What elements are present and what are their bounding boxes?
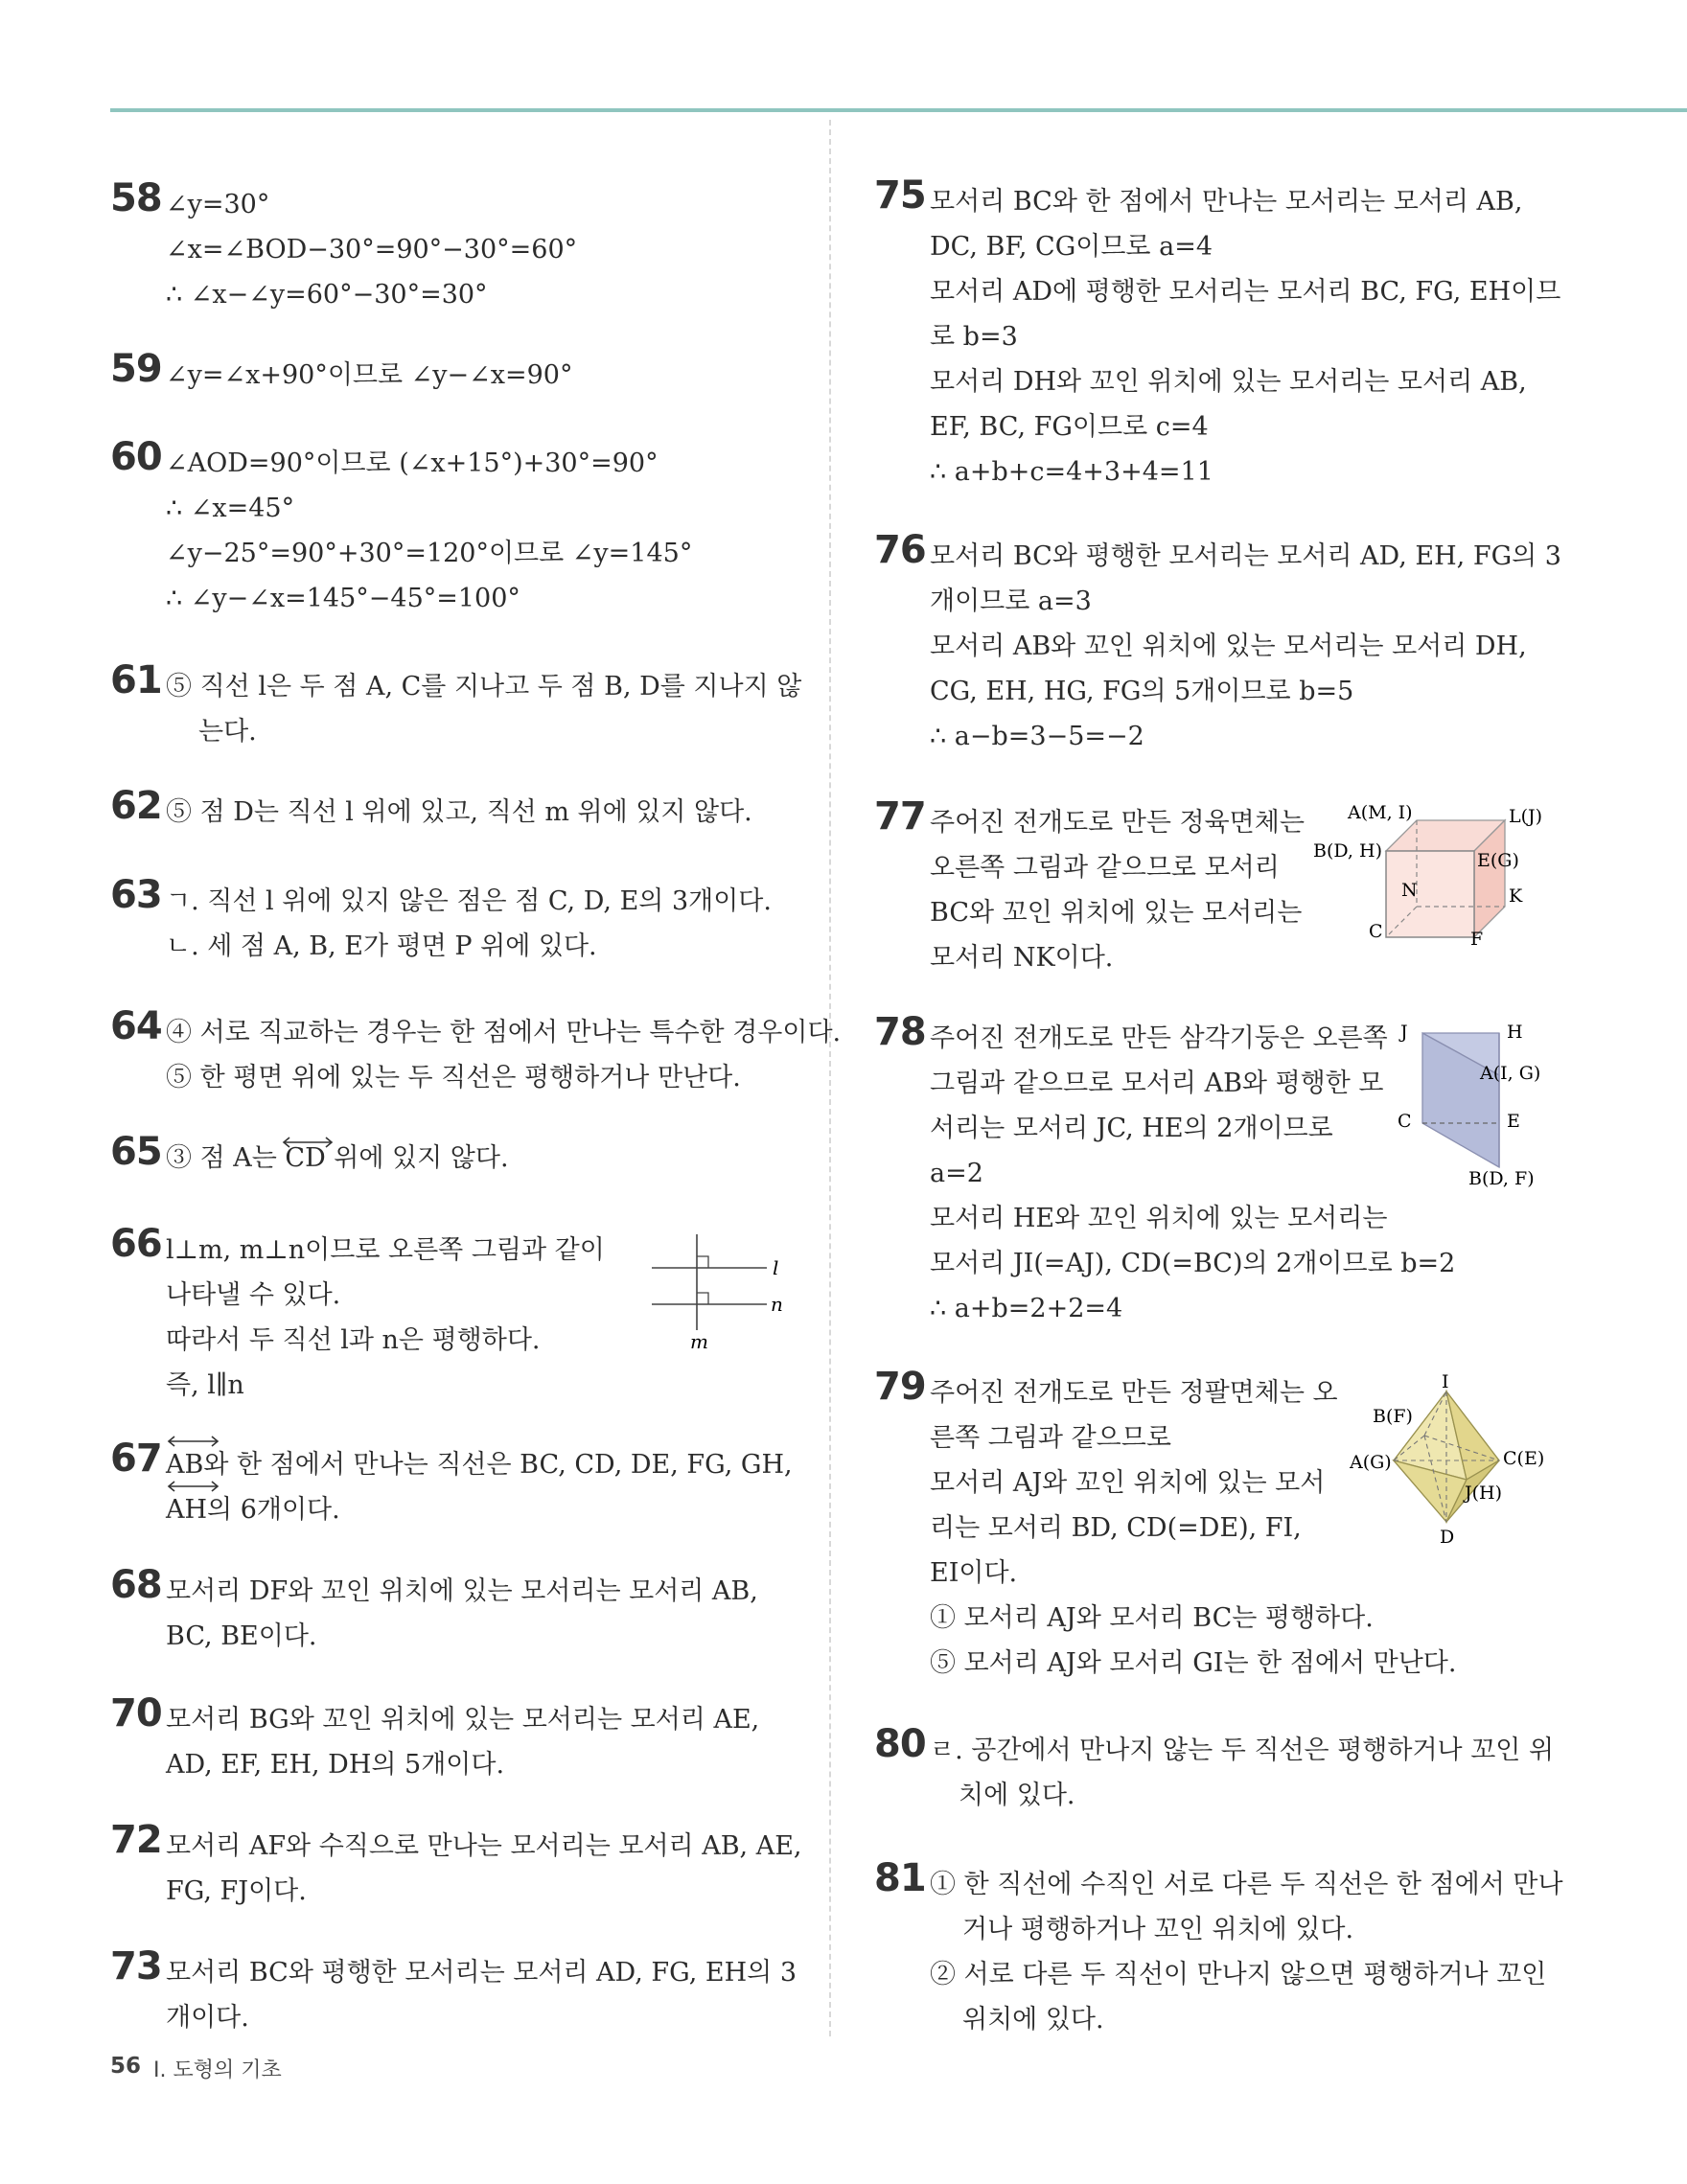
solution-line: 그림과 같으므로 모서리 AB와 평행한 모: [930, 1069, 1384, 1098]
vertex-label: E(G): [1477, 850, 1519, 871]
solution-line: 모서리 BC와 한 점에서 만나는 모서리는 모서리 AB,: [930, 187, 1523, 217]
problem-number: 65: [110, 1130, 162, 1174]
solution-line: ∴ ∠x−∠y=60°−30°=30°: [166, 280, 488, 310]
problem-number: 70: [110, 1691, 162, 1736]
solution-line: 모서리 DH와 꼬인 위치에 있는 모서리는 모서리 AB,: [930, 367, 1527, 397]
vertex-label: F: [1470, 929, 1484, 950]
problem-number: 67: [110, 1437, 162, 1481]
problem-number: 80: [874, 1722, 926, 1766]
vertex-label: L(J): [1509, 806, 1543, 827]
solution-line: 즉, l∥n: [166, 1370, 244, 1400]
solution-line: ③ 점 A는 CD 위에 있지 않다.: [166, 1143, 509, 1173]
solution-line: ② 서로 다른 두 직선이 만나지 않으면 평행하거나 꼬인: [930, 1960, 1547, 1989]
line-overarrow-icon: [281, 1136, 335, 1149]
vertex-label: D: [1440, 1527, 1455, 1548]
vertex-label: I: [1442, 1372, 1449, 1392]
solution-line: ⑤ 점 D는 직선 l 위에 있고, 직선 m 위에 있지 않다.: [166, 797, 752, 827]
vertex-label: B(F): [1373, 1406, 1413, 1427]
solution-line: ∠x=∠BOD−30°=90°−30°=60°: [166, 235, 578, 264]
solution-line: 개이므로 a=3: [930, 586, 1092, 616]
vertex-label: C: [1398, 1111, 1412, 1132]
octahedron-figure: [1350, 1372, 1565, 1550]
solution-line: AB와 한 점에서 만나는 직선은 BC, CD, DE, FG, GH,: [166, 1450, 793, 1480]
page-number: 56: [110, 2054, 142, 2079]
solution-line: 나타낼 수 있다.: [166, 1280, 341, 1310]
solution-line: AH의 6개이다.: [166, 1495, 340, 1525]
problem-number: 72: [110, 1818, 162, 1862]
solution-line: ⑤ 직선 l은 두 점 A, C를 지나고 두 점 B, D를 지나지 않: [166, 672, 802, 701]
solution-line: 리는 모서리 BD, CD(=DE), FI,: [930, 1513, 1302, 1543]
solution-line: EI이다.: [930, 1558, 1018, 1588]
vertex-label: B(D, H): [1313, 840, 1382, 862]
solution-line: ㄹ. 공간에서 만나지 않는 두 직선은 평행하거나 꼬인 위: [930, 1736, 1555, 1765]
solution-line: 모서리 JI(=AJ), CD(=BC)의 2개이므로 b=2: [930, 1249, 1456, 1278]
vertex-label: B(D, F): [1468, 1168, 1535, 1189]
problem-number: 66: [110, 1222, 162, 1266]
solution-line: 모서리 AF와 수직으로 만나는 모서리는 모서리 AB, AE,: [166, 1831, 802, 1861]
solution-line: ∠y=∠x+90°이므로 ∠y−∠x=90°: [166, 360, 573, 390]
problem-number: 68: [110, 1563, 162, 1607]
solution-line: 모서리 BC와 평행한 모서리는 모서리 AD, EH, FG의 3: [930, 541, 1561, 571]
problem-number: 58: [110, 176, 162, 220]
solution-line: DC, BF, CG이므로 a=4: [930, 232, 1213, 262]
vertex-label: K: [1509, 885, 1523, 907]
line-overarrow-icon: [166, 1435, 221, 1448]
vertex-label: H: [1507, 1022, 1523, 1043]
vertex-label: A(G): [1350, 1452, 1392, 1473]
solution-line: ∠y=30°: [166, 190, 270, 219]
vertex-label: C: [1369, 921, 1383, 942]
solution-line: ∴ ∠x=45°: [166, 494, 295, 523]
solution-line: ⑤ 모서리 AJ와 모서리 GI는 한 점에서 만난다.: [930, 1648, 1457, 1678]
solution-line: 치에 있다.: [959, 1781, 1075, 1810]
problem-number: 77: [874, 794, 926, 839]
problem-number: 79: [874, 1365, 926, 1409]
solution-line: 모서리 AJ와 꼬인 위치에 있는 모서: [930, 1468, 1326, 1498]
vertex-label: E: [1507, 1111, 1520, 1132]
solution-line: 는다.: [198, 717, 257, 747]
solution-line: l⊥m, m⊥n이므로 오른쪽 그림과 같이: [166, 1235, 605, 1265]
solution-line: ∠AOD=90°이므로 (∠x+15°)+30°=90°: [166, 448, 659, 478]
line-overarrow-icon: [166, 1480, 221, 1493]
section-title: Ⅰ. 도형의 기초: [153, 2058, 282, 2082]
line-label: l: [773, 1256, 779, 1279]
solution-line: ∴ a+b=2+2=4: [930, 1294, 1123, 1323]
solution-line: ④ 서로 직교하는 경우는 한 점에서 만나는 특수한 경우이다.: [166, 1018, 842, 1047]
problem-number: 81: [874, 1856, 926, 1900]
solution-line: 거나 평행하거나 꼬인 위치에 있다.: [962, 1915, 1354, 1944]
solution-line: FG, FJ이다.: [166, 1876, 307, 1906]
problem-number: 61: [110, 658, 162, 702]
solution-line: ⑤ 한 평면 위에 있는 두 직선은 평행하거나 만난다.: [166, 1063, 741, 1092]
vertex-label: J(H): [1465, 1483, 1503, 1504]
perpendicular-lines-figure: [642, 1230, 796, 1349]
solution-line: AD, EF, EH, DH의 5개이다.: [166, 1750, 505, 1780]
line-label: n: [771, 1293, 783, 1316]
problem-number: 60: [110, 435, 162, 479]
solution-line: ① 한 직선에 수직인 서로 다른 두 직선은 한 점에서 만나: [930, 1870, 1563, 1899]
solution-line: 모서리 BG와 꼬인 위치에 있는 모서리는 모서리 AE,: [166, 1705, 760, 1735]
solution-line: 서리는 모서리 JC, HE의 2개이므로: [930, 1114, 1333, 1143]
solution-line: 주어진 전개도로 만든 삼각기둥은 오른쪽: [930, 1023, 1388, 1053]
solution-line: 모서리 DF와 꼬인 위치에 있는 모서리는 모서리 AB,: [166, 1576, 758, 1606]
solution-line: 른쪽 그림과 같으므로: [930, 1423, 1171, 1453]
vertex-label: A(I, G): [1480, 1063, 1541, 1084]
vertex-label: A(M, I): [1348, 803, 1413, 823]
solution-line: 위치에 있다.: [962, 2005, 1104, 2035]
vertex-label: N: [1401, 880, 1418, 901]
solution-line: 주어진 전개도로 만든 정육면체는: [930, 808, 1305, 838]
triangular-prism-figure: [1390, 1016, 1562, 1193]
solution-line: 모서리 AB와 꼬인 위치에 있는 모서리는 모서리 DH,: [930, 632, 1527, 661]
problem-number: 63: [110, 873, 162, 917]
solution-line: 따라서 두 직선 l과 n은 평행하다.: [166, 1325, 541, 1355]
solution-line: ㄱ. 직선 l 위에 있지 않은 점은 점 C, D, E의 3개이다.: [166, 886, 772, 916]
line-label: m: [690, 1330, 708, 1349]
solution-line: ㄴ. 세 점 A, B, E가 평면 P 위에 있다.: [166, 931, 597, 961]
vertex-label: J: [1400, 1022, 1408, 1043]
solution-line: CG, EH, HG, FG의 5개이므로 b=5: [930, 677, 1354, 706]
solution-line: ∠y−25°=90°+30°=120°이므로 ∠y=145°: [166, 539, 693, 568]
problem-number: 59: [110, 347, 162, 391]
solution-line: 모서리 AD에 평행한 모서리는 모서리 BC, FG, EH이므: [930, 277, 1561, 307]
solution-line: 모서리 HE와 꼬인 위치에 있는 모서리는: [930, 1204, 1388, 1233]
solution-line: 오른쪽 그림과 같으므로 모서리: [930, 853, 1280, 883]
problem-number: 78: [874, 1010, 926, 1054]
solution-line: ∴ a+b+c=4+3+4=11: [930, 457, 1213, 487]
solution-line: 개이다.: [166, 2003, 249, 2033]
vertex-label: C(E): [1503, 1448, 1545, 1469]
solution-line: 로 b=3: [930, 322, 1018, 352]
cube-figure: [1313, 803, 1562, 954]
header-rule: [110, 108, 1687, 112]
solution-line: a=2: [930, 1159, 983, 1188]
solution-line: ∴ a−b=3−5=−2: [930, 722, 1144, 751]
column-divider: [829, 120, 831, 2036]
solution-line: ∴ ∠y−∠x=145°−45°=100°: [166, 584, 520, 613]
solution-line: EF, BC, FG이므로 c=4: [930, 412, 1209, 442]
problem-number: 73: [110, 1944, 162, 1989]
problem-number: 75: [874, 173, 926, 218]
solution-line: 모서리 BC와 평행한 모서리는 모서리 AD, FG, EH의 3: [166, 1958, 797, 1988]
problem-number: 76: [874, 528, 926, 572]
problem-number: 64: [110, 1004, 162, 1048]
solution-line: 주어진 전개도로 만든 정팔면체는 오: [930, 1378, 1338, 1408]
solution-line: 모서리 NK이다.: [930, 943, 1114, 973]
solution-line: BC, BE이다.: [166, 1621, 317, 1651]
solution-line: BC와 꼬인 위치에 있는 모서리는: [930, 898, 1303, 928]
solution-line: ① 모서리 AJ와 모서리 BC는 평행하다.: [930, 1603, 1374, 1633]
problem-number: 62: [110, 784, 162, 828]
